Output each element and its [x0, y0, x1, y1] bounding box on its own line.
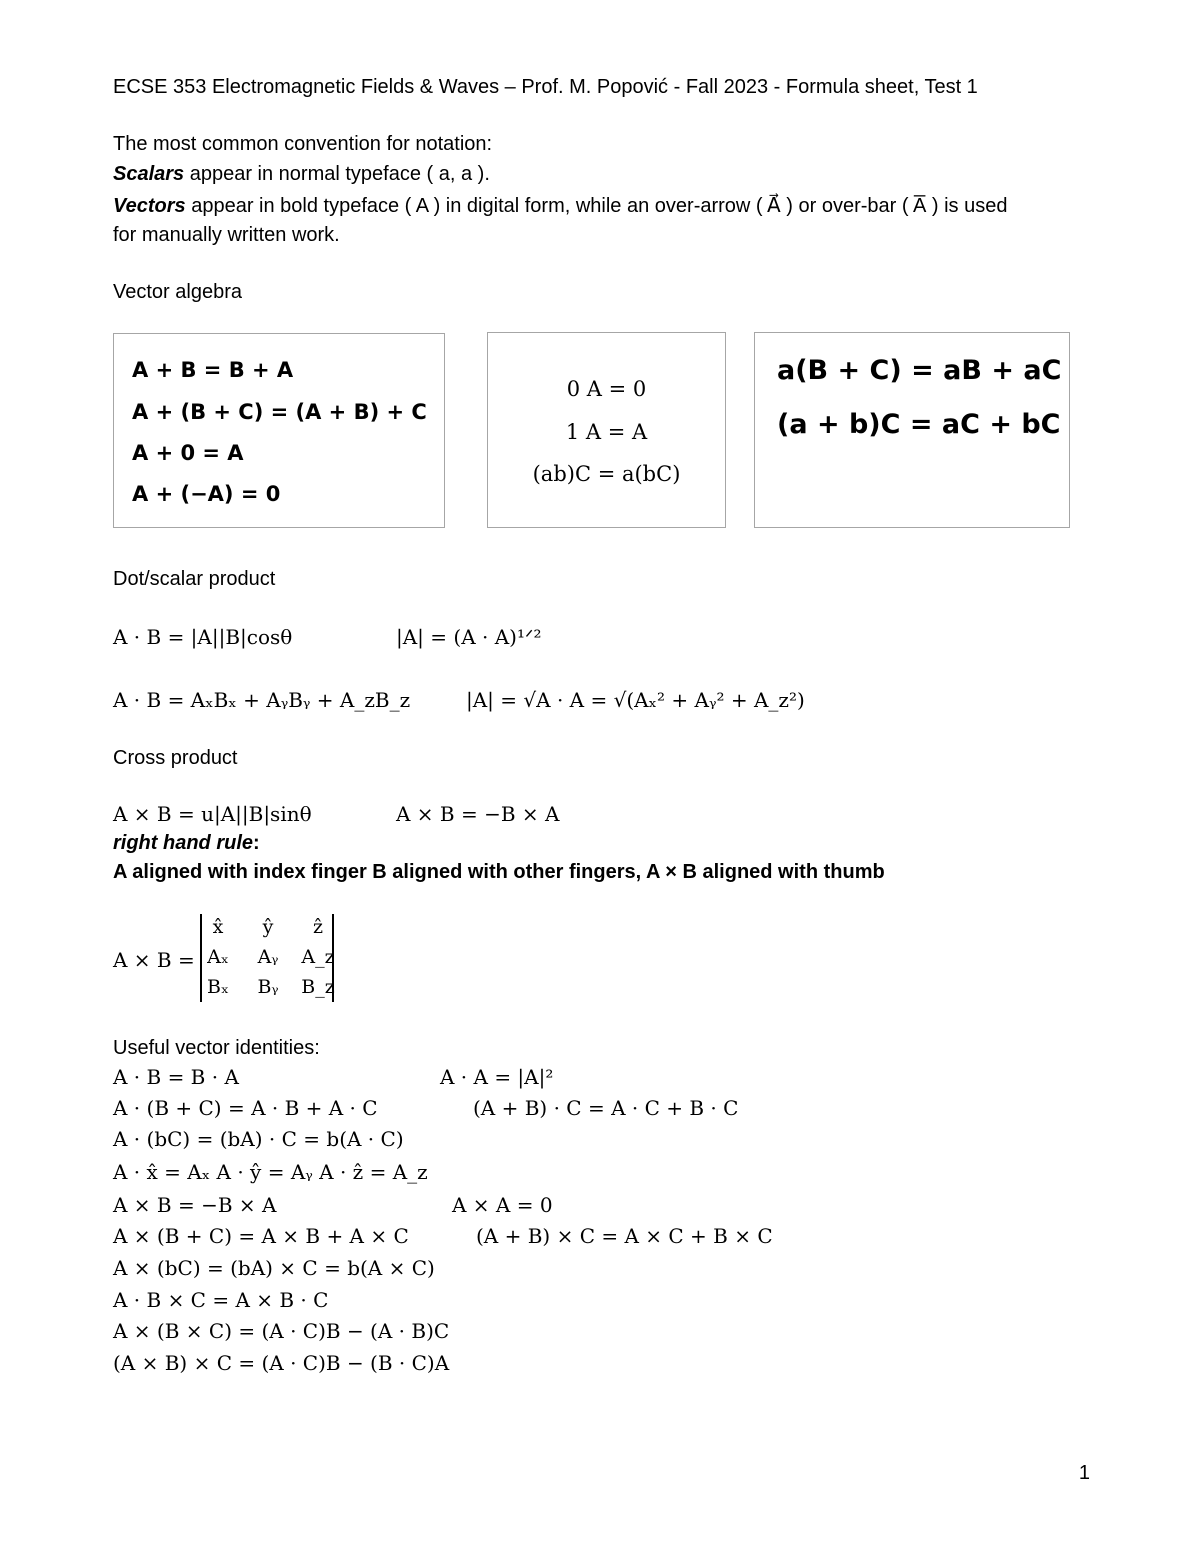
determinant-cell: Aₓ — [207, 946, 229, 968]
identity-right: (A + B) · C = A · C + B · C — [473, 1096, 739, 1120]
vectors-text: appear in bold typeface ( A ) in digital form, while an over-arrow ( A⃗ ) or over-bar ( A̅ ) is used — [185, 195, 1008, 217]
cross-product-definition: A × B = u|A||B|sinθ — [113, 802, 312, 826]
identity-left: A · B × C = A × B · C — [113, 1288, 329, 1312]
determinant-cell: B_z — [301, 976, 335, 998]
identity-left: A · (bC) = (bA) · C = b(A · C) — [113, 1127, 404, 1151]
identity-right: A · A = |A|² — [440, 1065, 554, 1089]
determinant-cell: Bₓ — [206, 976, 229, 998]
formula-line: (ab)C = a(bC) — [532, 462, 681, 486]
magnitude-components: |A| = √A · A = √(Aₓ² + Aᵧ² + A_z²) — [466, 688, 805, 712]
right-hand-rule-label-line — [113, 831, 260, 855]
formula-line: A + (−A) = 0 — [132, 482, 281, 506]
cross-product-anticommutative: A × B = −B × A — [396, 802, 560, 826]
right-hand-rule-colon: : — [253, 832, 260, 854]
vector-algebra-box-scalar-mult — [487, 332, 726, 528]
vector-algebra-box-distributive — [754, 332, 1070, 528]
identity-left: A × (B × C) = (A · C)B − (A · B)C — [113, 1319, 450, 1343]
identity-right: (A + B) × C = A × C + B × C — [476, 1224, 773, 1248]
determinant-lhs: A × B = — [113, 948, 195, 972]
formula-line: A + B = B + A — [132, 358, 294, 382]
cross-product-determinant — [113, 910, 353, 1010]
notation-vectors-line — [113, 194, 1007, 218]
identity-left: A × (bC) = (bA) × C = b(A × C) — [113, 1256, 435, 1280]
identity-left: A · x̂ = Aₓ A · ŷ = Aᵧ A · ẑ = A_z — [113, 1160, 428, 1184]
identity-left: A · B = B · A — [113, 1065, 239, 1089]
identity-left: A × B = −B × A — [113, 1193, 277, 1217]
formula-line: (a + b)C = aC + bC — [777, 409, 1061, 440]
vectors-label: Vectors — [113, 195, 186, 217]
formula-line: 0 A = 0 — [566, 377, 647, 401]
section-heading-dot-product: Dot/scalar product — [113, 568, 276, 590]
determinant-cell: A_z — [301, 946, 335, 968]
formula-line: A + (B + C) = (A + B) + C — [132, 400, 427, 424]
formula-line: 1 A = A — [565, 420, 648, 444]
notation-intro: The most common convention for notation: — [113, 133, 493, 155]
page-title: ECSE 353 Electromagnetic Fields & Waves – Prof. M. Popović - Fall 2023 - Formula sheet, Test 1 — [113, 76, 978, 98]
section-heading-vector-algebra: Vector algebra — [113, 281, 242, 303]
dot-product-components: A · B = AₓBₓ + AᵧBᵧ + A_zB_z — [113, 688, 411, 712]
notation-scalars-line — [113, 162, 490, 186]
identity-left: (A × B) × C = (A · C)B − (B · C)A — [113, 1351, 450, 1375]
identity-left: A × (B + C) = A × B + A × C — [113, 1224, 409, 1248]
scalars-text: appear in normal typeface ( a, a ). — [184, 163, 490, 185]
dot-product-definition: A · B = |A||B|cosθ — [113, 625, 293, 649]
determinant-cell: ŷ — [262, 916, 274, 938]
determinant-cell: x̂ — [212, 916, 224, 938]
notation-vectors-line-2: for manually written work. — [113, 224, 340, 246]
identity-left: A · (B + C) = A · B + A · C — [113, 1096, 378, 1120]
formula-line: a(B + C) = aB + aC — [777, 355, 1062, 386]
identity-right: A × A = 0 — [452, 1193, 553, 1217]
vector-algebra-box-addition — [113, 333, 445, 528]
determinant-cell: Aᵧ — [257, 946, 279, 968]
right-hand-rule-label: right hand rule — [113, 832, 253, 854]
formula-line: A + 0 = A — [132, 441, 244, 465]
page-number: 1 — [1078, 1462, 1090, 1484]
section-heading-cross-product: Cross product — [113, 747, 238, 769]
right-hand-rule-text: A aligned with index finger B aligned with other fingers, A × B aligned with thumb — [113, 861, 885, 883]
magnitude-definition: |A| = (A · A)¹ᐟ² — [396, 625, 542, 649]
section-heading-identities: Useful vector identities: — [113, 1037, 320, 1059]
scalars-label: Scalars — [113, 163, 185, 185]
determinant-cell: ẑ — [312, 916, 323, 938]
determinant-cell: Bᵧ — [257, 976, 279, 998]
